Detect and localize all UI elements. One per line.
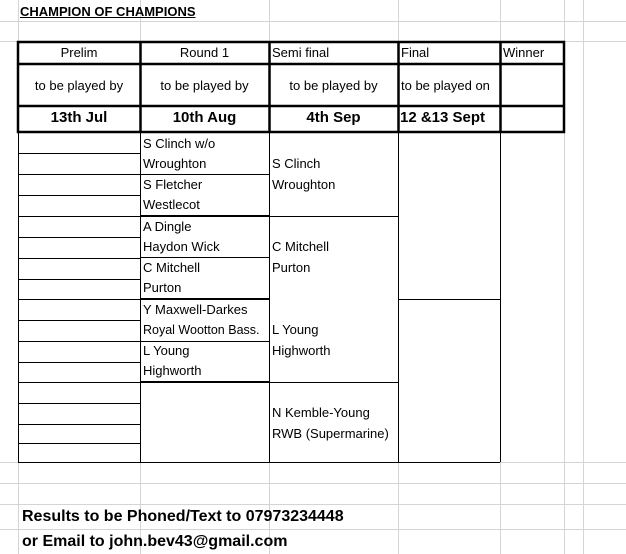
col-header-round1: Round 1 bbox=[179, 45, 230, 60]
played-by-round1: to be played by bbox=[160, 78, 249, 93]
footer-phone-text: Results to be Phoned/Text to 07973234448 bbox=[22, 508, 344, 525]
round1-entry: Royal Wootton Bass. bbox=[143, 323, 260, 337]
col-header-winner: Winner bbox=[503, 45, 545, 60]
round1-entry: L Young bbox=[143, 343, 190, 358]
round1-entry: S Fletcher bbox=[143, 177, 203, 192]
page-title: CHAMPION OF CHAMPIONS bbox=[20, 4, 196, 19]
round1-entry: A Dingle bbox=[143, 219, 192, 234]
semi-entry: Highworth bbox=[272, 343, 331, 358]
round1-entry: Y Maxwell-Darkes bbox=[143, 302, 248, 317]
date-round1: 10th Aug bbox=[172, 109, 237, 126]
col-header-prelim: Prelim bbox=[60, 45, 98, 60]
round1-entry: Purton bbox=[143, 280, 182, 295]
semi-entry: L Young bbox=[272, 322, 319, 337]
semi-entry: Purton bbox=[272, 260, 311, 275]
date-semi: 4th Sep bbox=[306, 109, 361, 126]
footer-email-text: or Email to john.bev43@gmail.com bbox=[22, 533, 288, 550]
semi-entry: N Kemble-Young bbox=[272, 405, 370, 420]
date-final: 12 &13 Sept bbox=[400, 109, 486, 126]
round1-entry: C Mitchell bbox=[143, 260, 201, 275]
round1-entry: Wroughton bbox=[143, 156, 207, 171]
played-on-final: to be played on bbox=[401, 78, 490, 93]
semi-entry: Wroughton bbox=[272, 177, 336, 192]
col-header-semi: Semi final bbox=[272, 45, 330, 60]
semi-entry: RWB (Supermarine) bbox=[272, 426, 389, 441]
played-by-prelim: to be played by bbox=[34, 78, 124, 93]
round1-entry: S Clinch w/o bbox=[143, 136, 216, 151]
played-by-semi: to be played by bbox=[289, 78, 378, 93]
round1-entry: Westlecot bbox=[143, 197, 200, 212]
round1-entry: Highworth bbox=[143, 363, 202, 378]
round1-entry: Haydon Wick bbox=[143, 239, 220, 254]
col-header-final: Final bbox=[401, 45, 430, 60]
semi-entry: S Clinch bbox=[272, 156, 321, 171]
semi-entry: C Mitchell bbox=[272, 239, 330, 254]
date-prelim: 13th Jul bbox=[50, 109, 108, 126]
